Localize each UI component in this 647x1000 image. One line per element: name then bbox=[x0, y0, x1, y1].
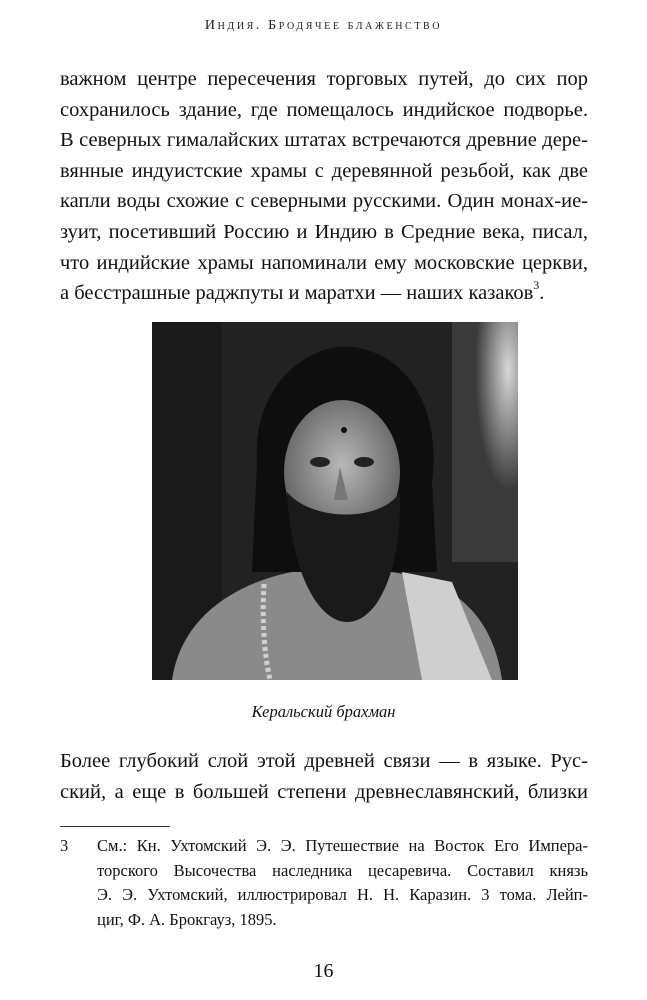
footnote-divider bbox=[60, 826, 170, 827]
text-line: что индийские храмы напоминали ему московские церкви, bbox=[60, 251, 588, 274]
running-head: Индия. Бродячее блаженство bbox=[204, 18, 443, 33]
footnote-line: Э. Э. Ухтомский, иллюстрировал Н. Н. Каразин. 3 тома. Лейп- bbox=[97, 885, 588, 905]
text-line: важном центре пересечения торговых путей, до сих пор bbox=[60, 68, 588, 90]
paragraph-2 bbox=[60, 746, 588, 807]
footnote bbox=[60, 834, 588, 932]
text-line: а бесстрашные раджпуты и маратхи — наших казаков$^3$. bbox=[60, 278, 545, 305]
text-line-content: а бесстрашные раджпуты и маратхи — наших казаков bbox=[60, 282, 534, 305]
text-line: сохранилось здание, где помещалось индийское подворье. bbox=[60, 98, 588, 121]
text-line: вянные индуистские храмы с деревянной резьбой, как две bbox=[60, 159, 588, 182]
figure-caption: Керальский брахман bbox=[251, 702, 396, 721]
footnote-line: циг, Ф. А. Брокгауз, 1895. bbox=[97, 909, 277, 929]
portrait-photo-illustration bbox=[152, 322, 518, 680]
footnote-line: См.: Кн. Ухтомский Э. Э. Путешествие на Восток Его Импера- bbox=[97, 836, 588, 855]
footnote-text bbox=[97, 834, 588, 932]
portrait-photo bbox=[152, 322, 518, 680]
text-line: Более глубокий слой этой древней связи — в языке. Рус- bbox=[60, 750, 588, 772]
text-line: В северных гималайских штатах встречаются древние дере- bbox=[60, 129, 588, 152]
page-number: 16 bbox=[313, 960, 334, 982]
footnote-number: 3 bbox=[60, 836, 69, 855]
footnote-line: торского Высочества наследника цесаревича. Составил князь bbox=[97, 860, 588, 880]
paragraph-1 bbox=[60, 64, 588, 309]
text-line: ский, а еще в большей степени древнеславянский, близки bbox=[60, 780, 588, 803]
text-line: капли воды схожие с северными русскими. Один монах-ие- bbox=[60, 190, 588, 213]
text-line: зуит, посетивший Россию и Индию в Средние века, писал, bbox=[60, 220, 588, 243]
footnote-reference[interactable]: 3 bbox=[533, 278, 540, 293]
